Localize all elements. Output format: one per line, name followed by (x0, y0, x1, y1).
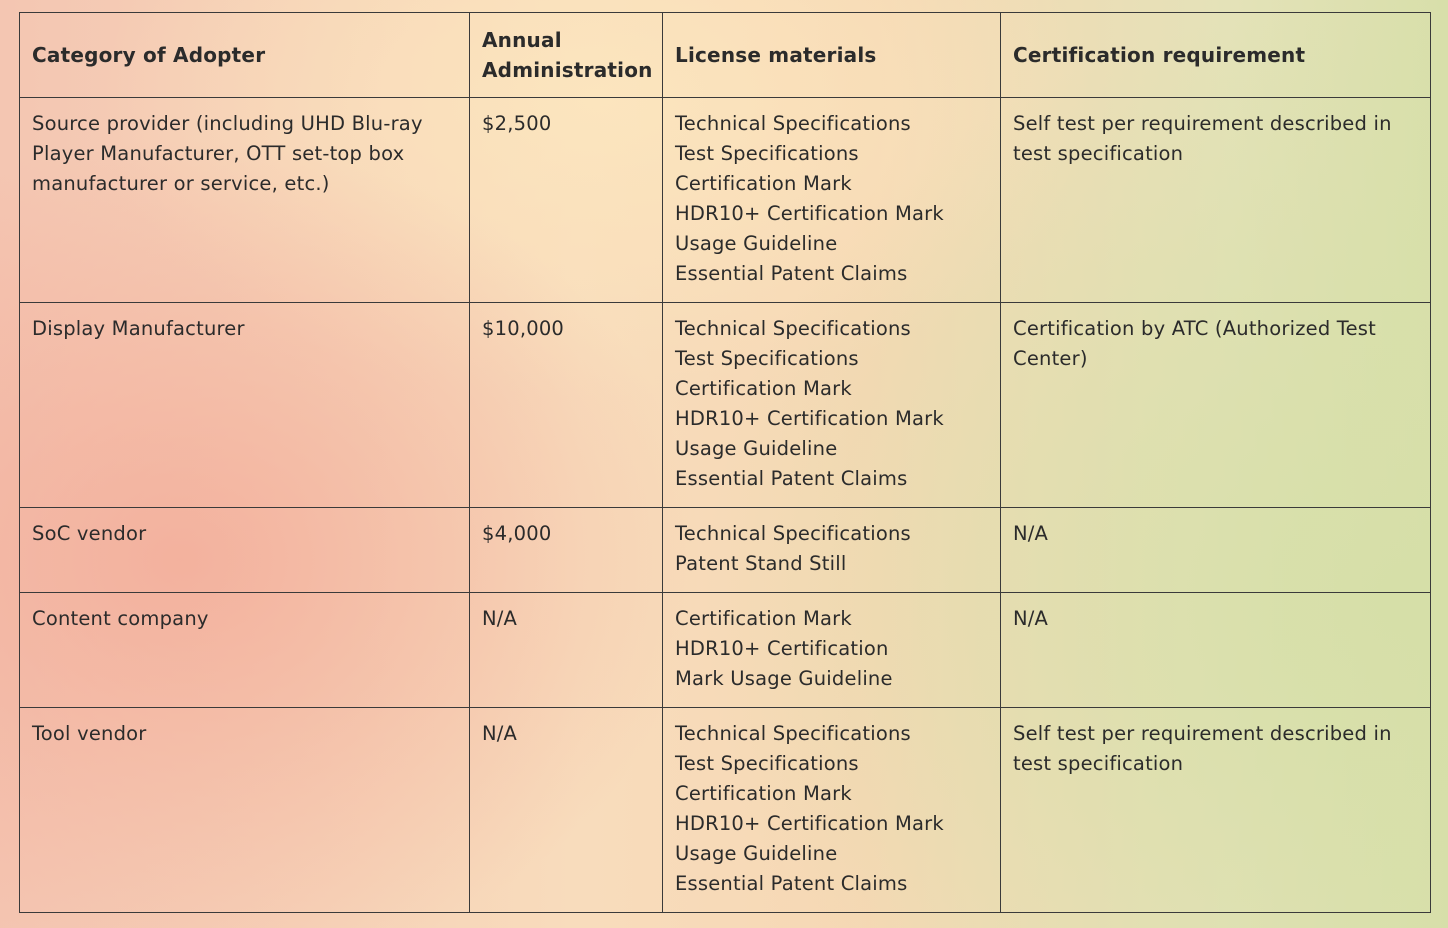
cell-certification-requirement: N/A (1001, 508, 1431, 593)
table-row (20, 98, 1431, 303)
cell-annual-fee: $10,000 (470, 303, 663, 508)
license-material-item: Technical Specifications (675, 722, 911, 745)
license-material-item: Technical Specifications (675, 112, 911, 135)
cell-annual-fee: N/A (470, 708, 663, 913)
table-row (20, 508, 1431, 593)
table-body (20, 98, 1431, 913)
cell-certification-requirement: Self test per requirement described in test specification (1001, 98, 1431, 303)
cell-certification-requirement: Certification by ATC (Authorized Test Center) (1001, 303, 1431, 508)
cell-category: Tool vendor (20, 708, 470, 913)
table-row (20, 593, 1431, 708)
license-material-item: HDR10+ Certification Mark (675, 812, 944, 835)
license-material-item: Usage Guideline (675, 842, 838, 865)
cell-certification-requirement: N/A (1001, 593, 1431, 708)
cell-category: Content company (20, 593, 470, 708)
license-material-item: Certification Mark (675, 607, 852, 630)
cell-annual-fee: $4,000 (470, 508, 663, 593)
header-annual-administration: Annual Administration (470, 13, 663, 98)
license-material-item: Patent Stand Still (675, 552, 847, 575)
cell-certification-requirement: Self test per requirement described in test specification (1001, 708, 1431, 913)
cell-license-materials (663, 508, 1001, 593)
license-material-item: Essential Patent Claims (675, 872, 908, 895)
license-material-item: Usage Guideline (675, 437, 838, 460)
license-material-item: Test Specifications (675, 142, 859, 165)
license-material-item: Usage Guideline (675, 232, 838, 255)
license-material-item: Test Specifications (675, 347, 859, 370)
license-material-item: Essential Patent Claims (675, 262, 908, 285)
cell-annual-fee: N/A (470, 593, 663, 708)
license-material-item: HDR10+ Certification Mark (675, 202, 944, 225)
cell-category: SoC vendor (20, 508, 470, 593)
cell-license-materials (663, 593, 1001, 708)
table-row (20, 708, 1431, 913)
cell-license-materials (663, 98, 1001, 303)
license-material-item: Certification Mark (675, 172, 852, 195)
license-material-item: Technical Specifications (675, 317, 911, 340)
cell-license-materials (663, 708, 1001, 913)
license-table (19, 12, 1431, 913)
license-material-item: Essential Patent Claims (675, 467, 908, 490)
cell-category: Source provider (including UHD Blu-ray Player Manufacturer, OTT set-top box manufacturer or service, etc.) (20, 98, 470, 303)
license-material-item: Certification Mark (675, 782, 852, 805)
license-material-item: HDR10+ Certification (675, 637, 889, 660)
cell-category: Display Manufacturer (20, 303, 470, 508)
header-certification-requirement: Certification requirement (1001, 13, 1431, 98)
license-material-item: HDR10+ Certification Mark (675, 407, 944, 430)
license-material-item: Certification Mark (675, 377, 852, 400)
header-category: Category of Adopter (20, 13, 470, 98)
cell-annual-fee: $2,500 (470, 98, 663, 303)
header-license-materials: License materials (663, 13, 1001, 98)
table-row (20, 303, 1431, 508)
license-material-item: Mark Usage Guideline (675, 667, 893, 690)
license-material-item: Test Specifications (675, 752, 859, 775)
table-header (20, 13, 1431, 98)
license-material-item: Technical Specifications (675, 522, 911, 545)
cell-license-materials (663, 303, 1001, 508)
header-row (20, 13, 1431, 98)
